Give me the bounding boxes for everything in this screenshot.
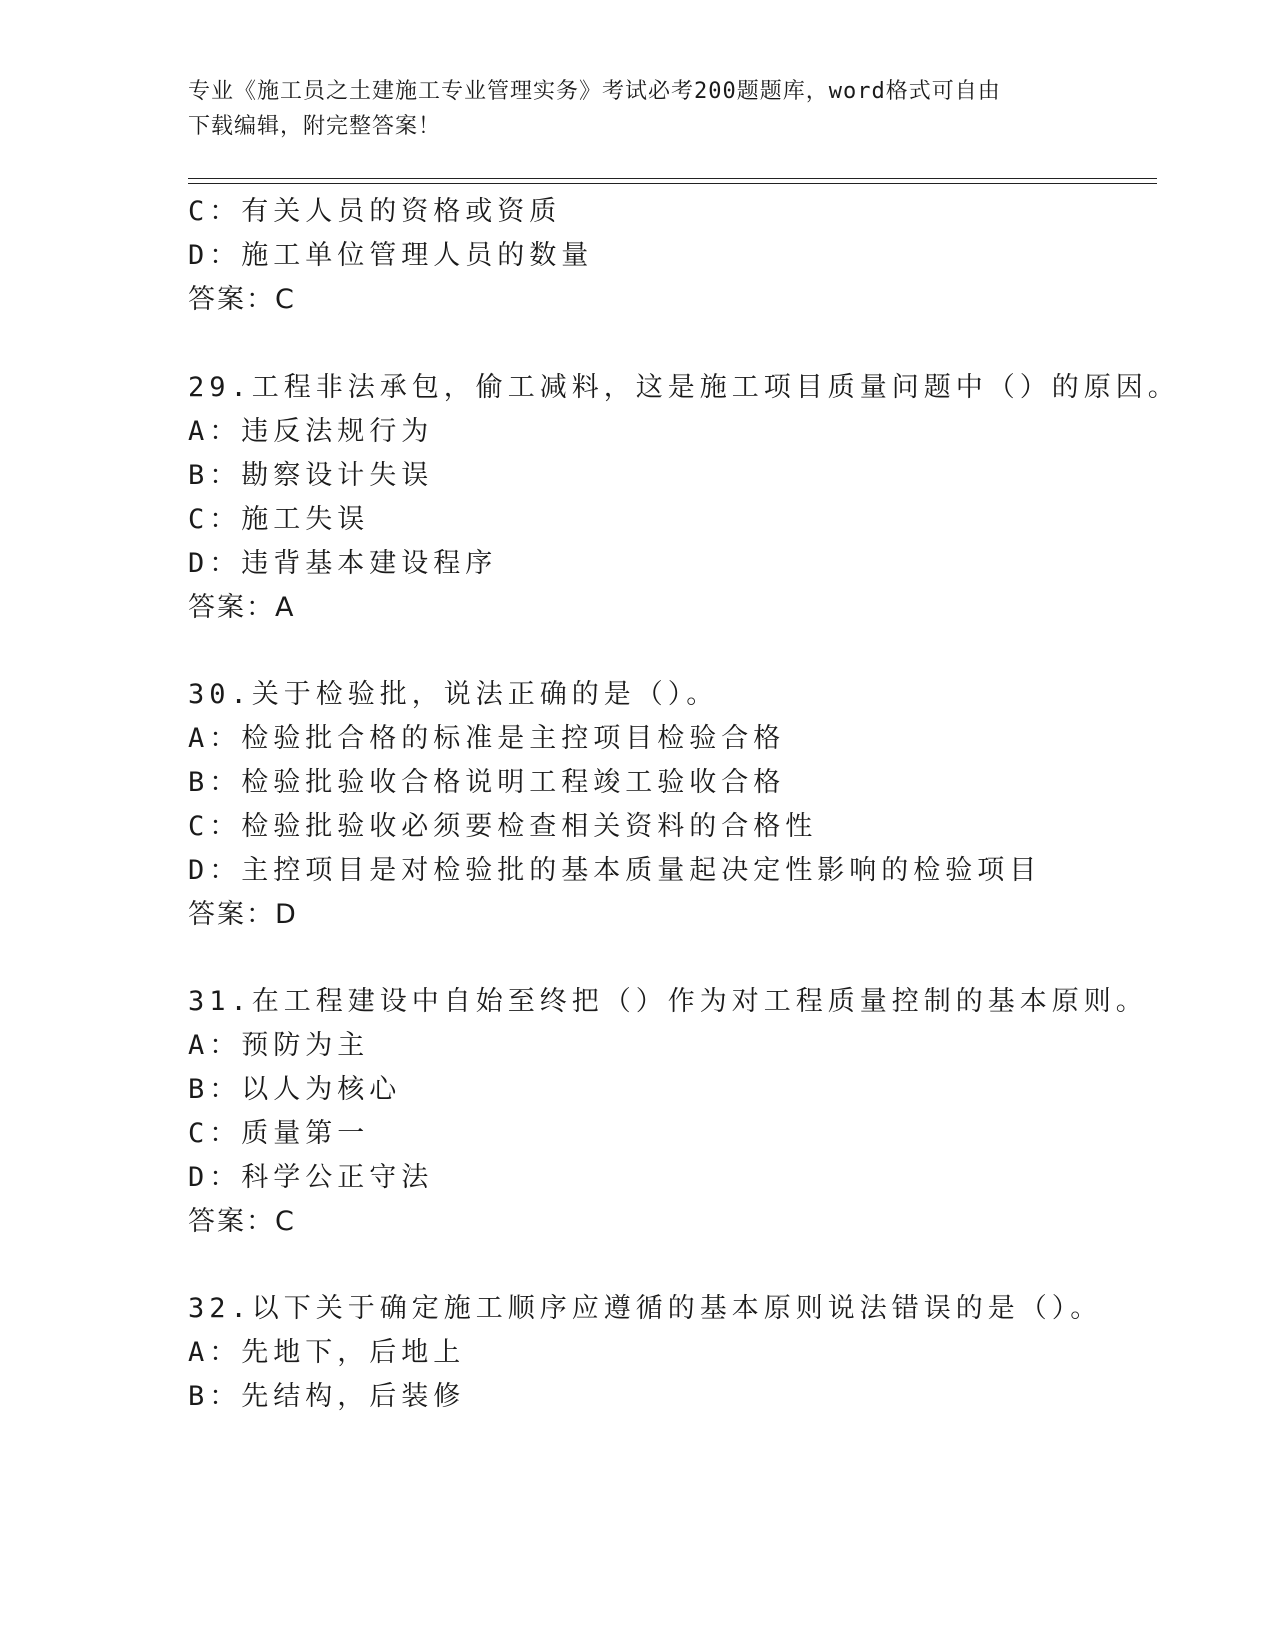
question-29: 29.工程非法承包，偷工减料，这是施工项目质量问题中（）的原因。 — [188, 372, 1180, 403]
option-c: C：有关人员的资格或资质 — [188, 196, 562, 227]
option-d: D：主控项目是对检验批的基本质量起决定性影响的检验项目 — [188, 855, 1042, 886]
option-a: A：检验批合格的标准是主控项目检验合格 — [188, 723, 786, 754]
header-divider-top — [188, 178, 1157, 179]
answer: 答案：A — [188, 592, 296, 623]
option-c: C：检验批验收必须要检查相关资料的合格性 — [188, 811, 818, 842]
question-31: 31.在工程建设中自始至终把（）作为对工程质量控制的基本原则。 — [188, 986, 1148, 1017]
answer: 答案：C — [188, 1206, 296, 1237]
question-32: 32.以下关于确定施工顺序应遵循的基本原则说法错误的是（）。 — [188, 1293, 1103, 1324]
answer: 答案：C — [188, 284, 296, 315]
option-d: D：违背基本建设程序 — [188, 548, 498, 579]
question-30: 30.关于检验批，说法正确的是（）。 — [188, 679, 719, 710]
option-d: D：施工单位管理人员的数量 — [188, 240, 594, 271]
option-d: D：科学公正守法 — [188, 1162, 434, 1193]
option-a: A：违反法规行为 — [188, 416, 434, 447]
option-b: B：检验批验收合格说明工程竣工验收合格 — [188, 767, 786, 798]
header-divider-bottom — [188, 183, 1157, 184]
document-header — [188, 74, 1088, 144]
answer: 答案：D — [188, 899, 298, 930]
option-b: B：以人为核心 — [188, 1074, 402, 1105]
option-b: B：先结构，后装修 — [188, 1381, 466, 1412]
header-line-1: 专业《施工员之土建施工专业管理实务》考试必考200题题库，word格式可自由 — [188, 79, 1001, 104]
option-b: B：勘察设计失误 — [188, 460, 434, 491]
option-a: A：先地下，后地上 — [188, 1337, 466, 1368]
option-c: C：施工失误 — [188, 504, 370, 535]
header-line-2: 下载编辑，附完整答案！ — [188, 114, 442, 139]
option-c: C：质量第一 — [188, 1118, 370, 1149]
option-a: A：预防为主 — [188, 1030, 370, 1061]
